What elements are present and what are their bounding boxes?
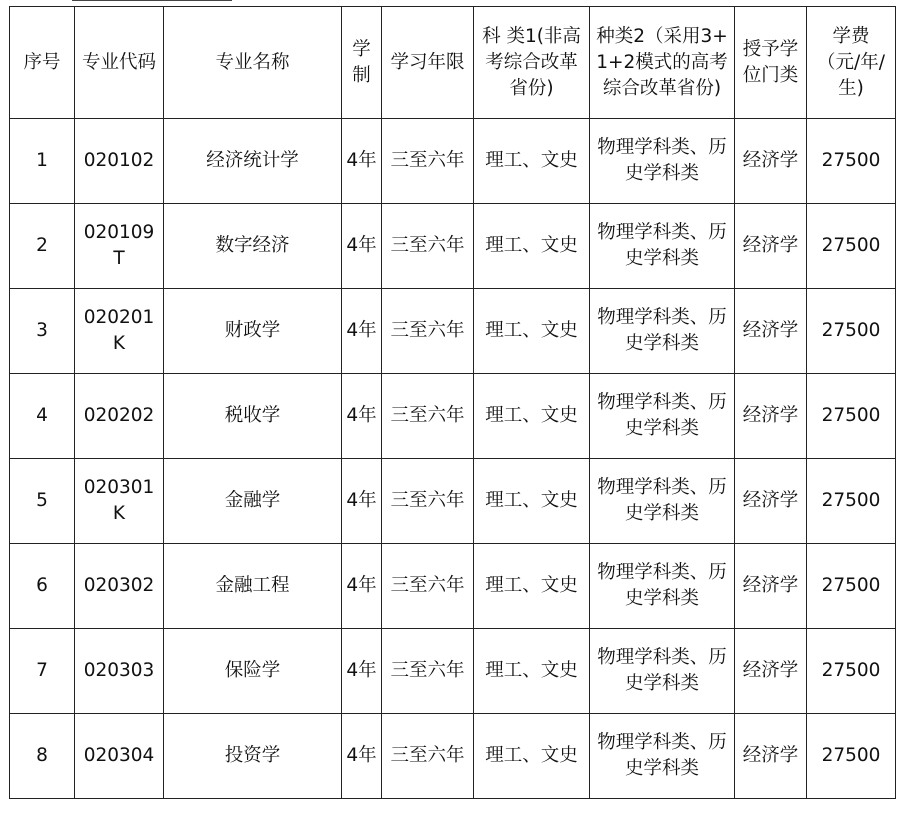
header-tuition: 学费（元/年/生): [807, 7, 896, 119]
cell-subject-category-1: 理工、文史: [474, 204, 590, 289]
cell-major-name: 税收学: [164, 374, 342, 459]
table-row: [10, 204, 896, 289]
cell-major-name: 金融工程: [164, 544, 342, 629]
cell-index: 1: [10, 119, 75, 204]
cell-index: 5: [10, 459, 75, 544]
cell-subject-category-1: 理工、文史: [474, 459, 590, 544]
cell-study-period: 三至六年: [382, 204, 474, 289]
cell-subject-category-1: 理工、文史: [474, 119, 590, 204]
cell-tuition: 27500: [807, 204, 896, 289]
header-program-length: 学制: [342, 7, 382, 119]
header-row: [10, 7, 896, 119]
cell-tuition: 27500: [807, 374, 896, 459]
cell-index: 7: [10, 629, 75, 714]
major-tuition-table: [9, 6, 896, 799]
table-row: [10, 544, 896, 629]
cell-tuition: 27500: [807, 629, 896, 714]
cell-tuition: 27500: [807, 544, 896, 629]
cell-major-name: 数字经济: [164, 204, 342, 289]
cell-tuition: 27500: [807, 459, 896, 544]
cell-program-length: 4年: [342, 119, 382, 204]
cropped-line-above-table: [72, 0, 232, 4]
cell-degree-type: 经济学: [735, 204, 807, 289]
header-subject-category-1: 科 类1(非高考综合改革省份): [474, 7, 590, 119]
cell-subject-category-1: 理工、文史: [474, 544, 590, 629]
cell-subject-category-2: 物理学科类、历史学科类: [590, 629, 735, 714]
cell-study-period: 三至六年: [382, 289, 474, 374]
cell-major-code: 020301K: [75, 459, 164, 544]
cell-study-period: 三至六年: [382, 714, 474, 799]
cell-degree-type: 经济学: [735, 289, 807, 374]
cell-study-period: 三至六年: [382, 459, 474, 544]
cell-major-code: 020202: [75, 374, 164, 459]
table-row: [10, 119, 896, 204]
header-study-period: 学习年限: [382, 7, 474, 119]
cell-major-code: 020109T: [75, 204, 164, 289]
cell-degree-type: 经济学: [735, 714, 807, 799]
cell-major-name: 经济统计学: [164, 119, 342, 204]
cell-subject-category-2: 物理学科类、历史学科类: [590, 119, 735, 204]
cell-major-code: 020304: [75, 714, 164, 799]
cell-degree-type: 经济学: [735, 374, 807, 459]
cell-index: 6: [10, 544, 75, 629]
cell-degree-type: 经济学: [735, 629, 807, 714]
header-major-name: 专业名称: [164, 7, 342, 119]
cell-study-period: 三至六年: [382, 119, 474, 204]
cell-subject-category-2: 物理学科类、历史学科类: [590, 289, 735, 374]
cell-subject-category-1: 理工、文史: [474, 714, 590, 799]
cell-subject-category-2: 物理学科类、历史学科类: [590, 204, 735, 289]
cell-subject-category-1: 理工、文史: [474, 629, 590, 714]
cell-subject-category-2: 物理学科类、历史学科类: [590, 714, 735, 799]
cell-major-code: 020201K: [75, 289, 164, 374]
header-subject-category-2: 种类2（采用3+1+2模式的高考综合改革省份): [590, 7, 735, 119]
header-index: 序号: [10, 7, 75, 119]
cell-index: 2: [10, 204, 75, 289]
table-row: [10, 714, 896, 799]
cell-major-code: 020303: [75, 629, 164, 714]
cell-major-name: 金融学: [164, 459, 342, 544]
cell-study-period: 三至六年: [382, 374, 474, 459]
cell-index: 4: [10, 374, 75, 459]
cell-tuition: 27500: [807, 714, 896, 799]
cell-subject-category-2: 物理学科类、历史学科类: [590, 544, 735, 629]
cell-subject-category-1: 理工、文史: [474, 374, 590, 459]
cell-degree-type: 经济学: [735, 544, 807, 629]
cell-index: 3: [10, 289, 75, 374]
cell-major-name: 财政学: [164, 289, 342, 374]
cell-major-code: 020302: [75, 544, 164, 629]
table-row: [10, 374, 896, 459]
cell-program-length: 4年: [342, 544, 382, 629]
cell-program-length: 4年: [342, 204, 382, 289]
cell-index: 8: [10, 714, 75, 799]
table-row: [10, 629, 896, 714]
cell-major-name: 保险学: [164, 629, 342, 714]
cell-degree-type: 经济学: [735, 119, 807, 204]
cell-study-period: 三至六年: [382, 544, 474, 629]
cell-major-code: 020102: [75, 119, 164, 204]
cell-program-length: 4年: [342, 289, 382, 374]
cell-program-length: 4年: [342, 459, 382, 544]
cell-tuition: 27500: [807, 119, 896, 204]
header-major-code: 专业代码: [75, 7, 164, 119]
cell-degree-type: 经济学: [735, 459, 807, 544]
cell-program-length: 4年: [342, 629, 382, 714]
cell-program-length: 4年: [342, 374, 382, 459]
cell-major-name: 投资学: [164, 714, 342, 799]
cell-subject-category-2: 物理学科类、历史学科类: [590, 459, 735, 544]
cell-tuition: 27500: [807, 289, 896, 374]
header-degree-type: 授予学位门类: [735, 7, 807, 119]
cell-study-period: 三至六年: [382, 629, 474, 714]
table-row: [10, 459, 896, 544]
table-row: [10, 289, 896, 374]
cell-subject-category-2: 物理学科类、历史学科类: [590, 374, 735, 459]
cell-program-length: 4年: [342, 714, 382, 799]
cell-subject-category-1: 理工、文史: [474, 289, 590, 374]
